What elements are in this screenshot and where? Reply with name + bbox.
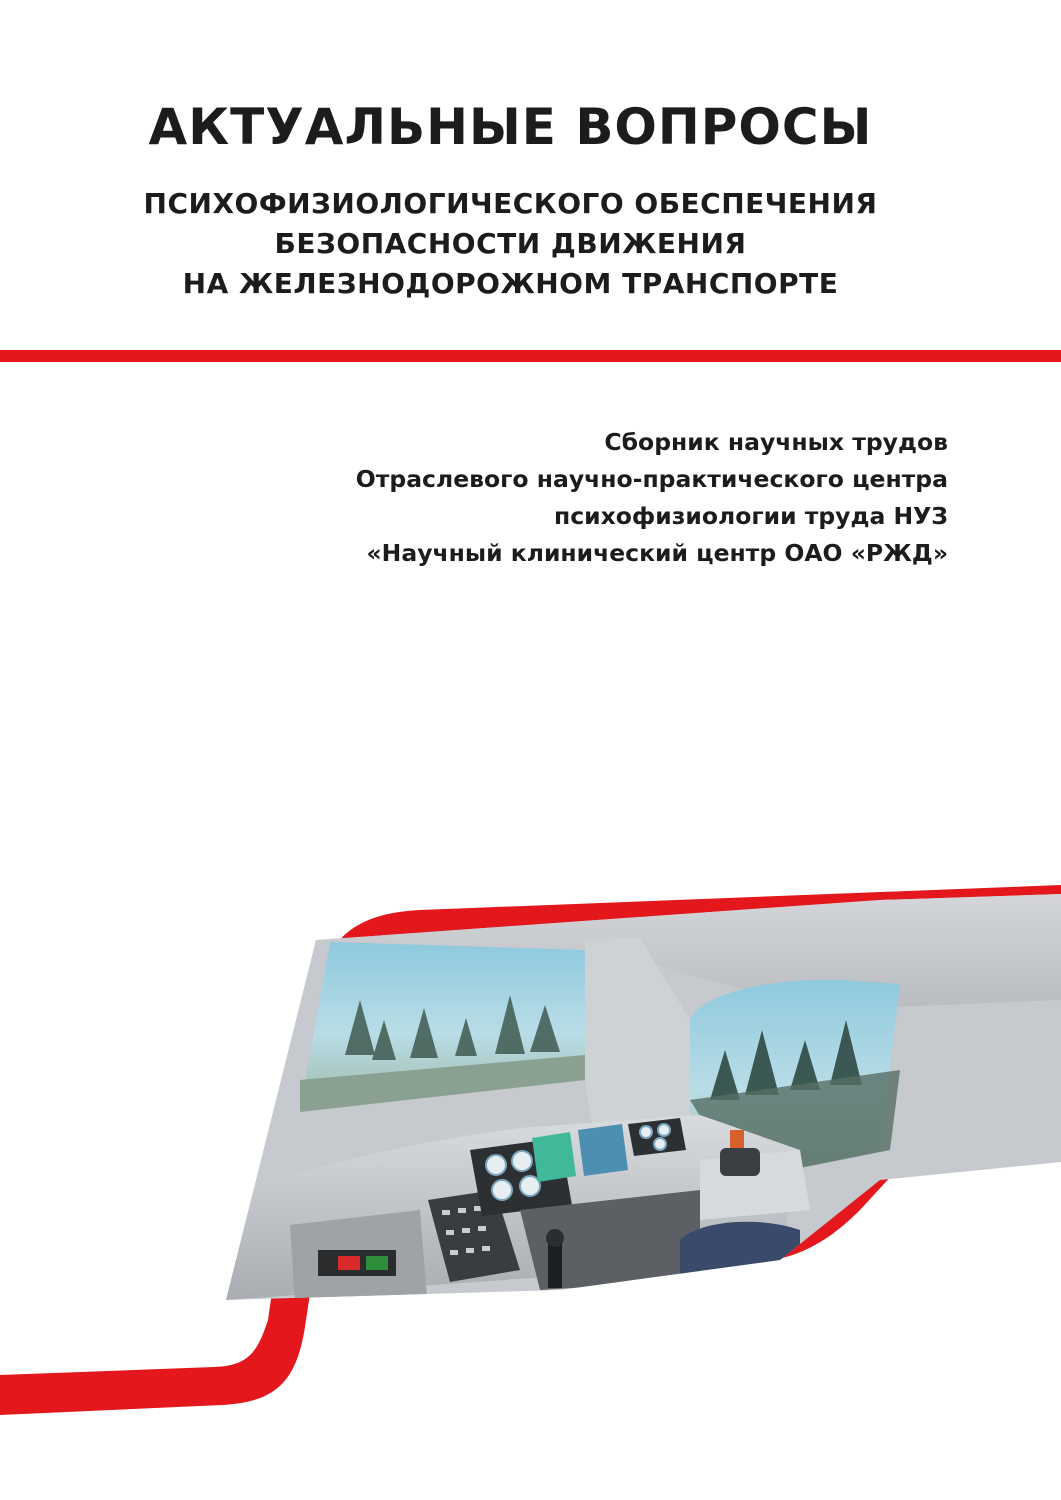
control-lever	[548, 1240, 562, 1288]
cover-subtitle	[0, 184, 1021, 304]
collection-line: Отраслевого научно-практического центра	[355, 465, 948, 493]
subtitle-line: ПСИХОФИЗИОЛОГИЧЕСКОГО ОБЕСПЕЧЕНИЯ	[143, 187, 878, 220]
collection-line: Сборник научных трудов	[604, 428, 948, 456]
cover-title: АКТУАЛЬНЫЕ ВОПРОСЫ	[148, 98, 873, 156]
cab-photo-frame	[0, 880, 1061, 1440]
cab-monitor-left	[532, 1132, 576, 1182]
gauge-icon	[492, 1180, 512, 1200]
collection-description	[356, 424, 948, 572]
cab-monitor-right	[578, 1124, 628, 1176]
red-divider	[0, 350, 1061, 362]
gauge-icon	[520, 1176, 540, 1196]
subtitle-line: НА ЖЕЛЕЗНОДОРОЖНОМ ТРАНСПОРТЕ	[182, 267, 839, 300]
subtitle-line: БЕЗОПАСНОСТИ ДВИЖЕНИЯ	[274, 227, 747, 260]
collection-line: психофизиологии труда НУЗ	[554, 502, 948, 530]
collection-line: «Научный клинический центр ОАО «РЖД»	[366, 539, 948, 567]
gauge-icon	[486, 1155, 506, 1175]
driver-seat	[680, 1222, 800, 1290]
locomotive-cab-illustration	[0, 880, 1061, 1440]
gauge-icon	[512, 1151, 532, 1171]
